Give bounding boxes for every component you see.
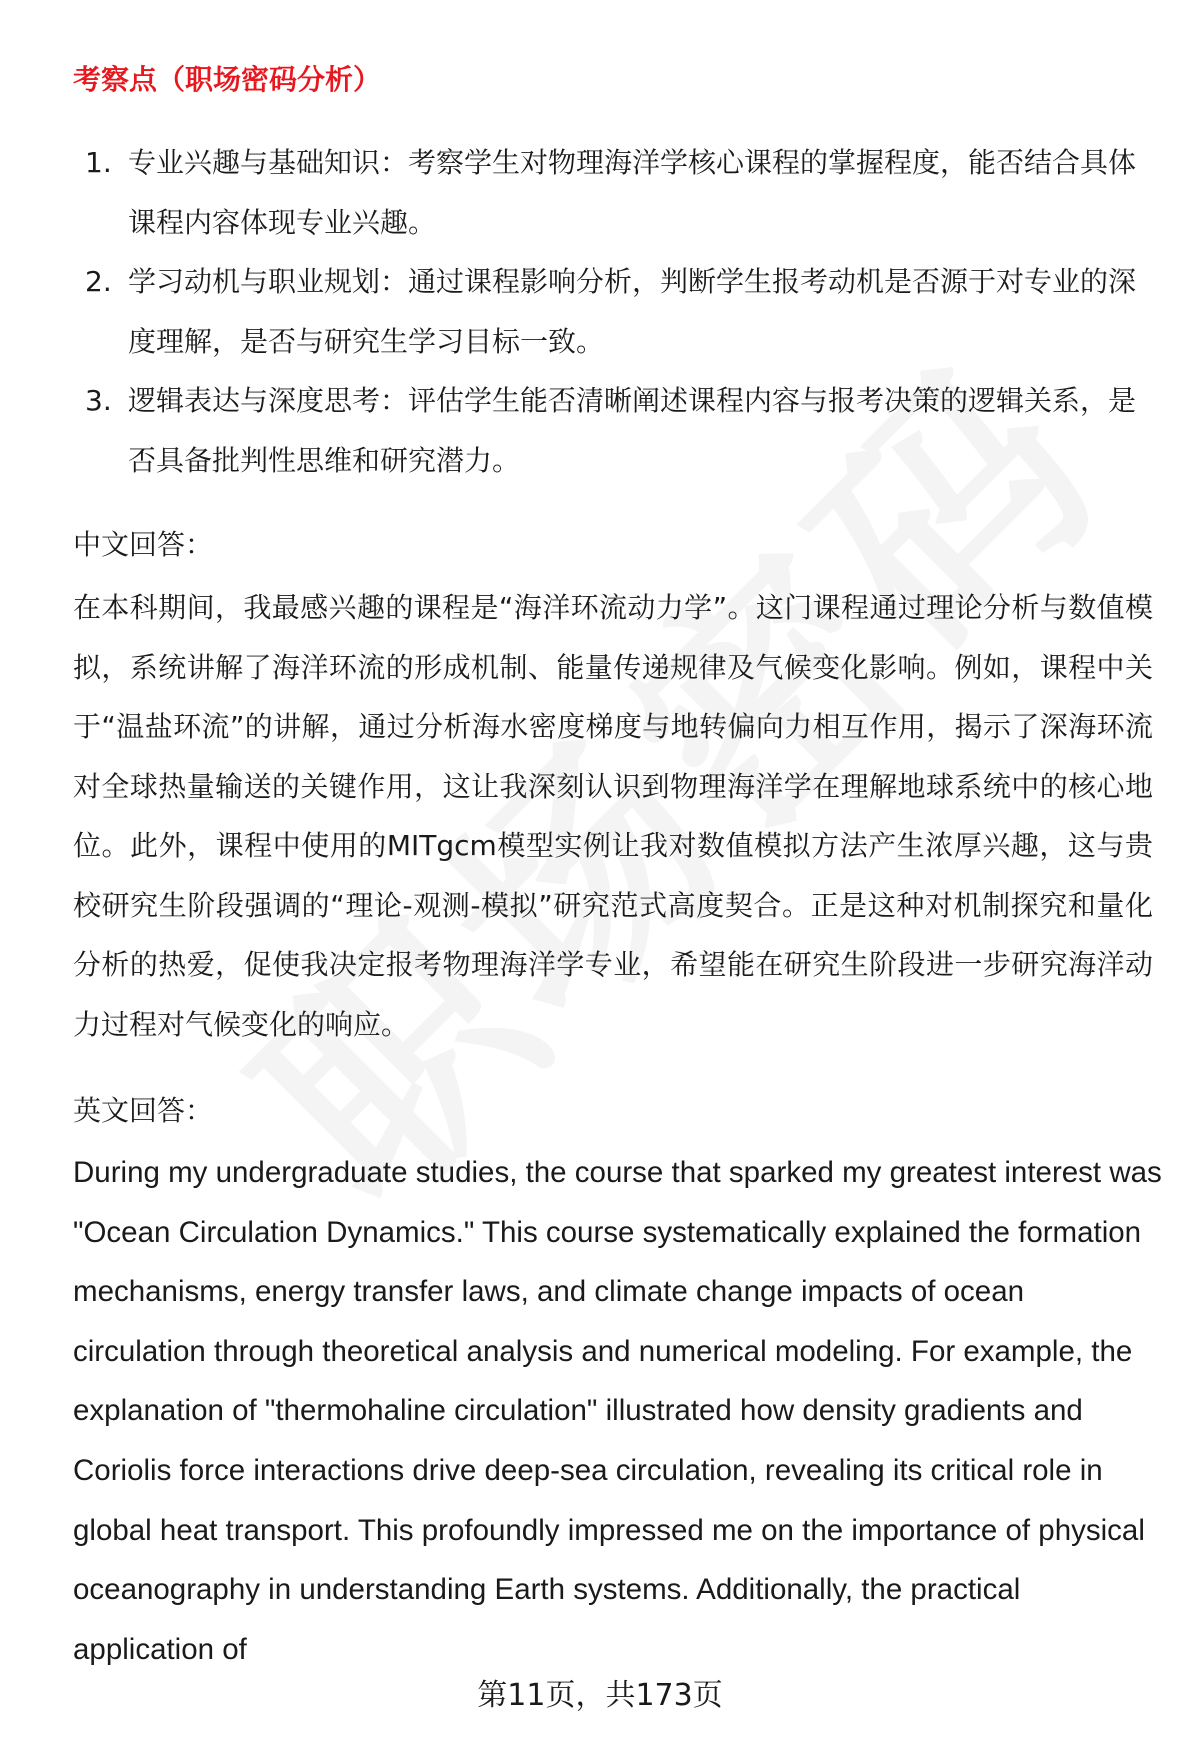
section-heading: 考察点（职场密码分析） (73, 63, 382, 96)
list-item (73, 133, 1153, 252)
page-number-footer: 第11页，共173页 (477, 1678, 723, 1713)
list-item (73, 252, 1153, 371)
list-item-text: 逻辑表达与深度思考：评估学生能否清晰阐述课程内容与报考决策的逻辑关系，是否具备批判性思维和研究潜力。 (128, 384, 1137, 477)
list-item-text: 专业兴趣与基础知识：考察学生对物理海洋学核心课程的掌握程度，能否结合具体课程内容体现专业兴趣。 (128, 146, 1137, 239)
assessment-points-list (73, 133, 1153, 490)
list-item (73, 371, 1153, 490)
list-number: 1. (85, 146, 112, 179)
english-answer-label: 英文回答： (73, 1094, 214, 1127)
english-answer-text: During my undergraduate studies, the course that sparked my greatest interest was "Ocean Circulation Dynamics." This course systematically explained the formation mechanisms, energy transfer laws, and climate change impacts of ocean circulation through theoretical analysis and numerical modeling. For example, the explanation of "thermohaline circulation" illustrated how density gradients and Coriolis force interactions drive deep-sea circulation, revealing its critical role in global heat transport. This profoundly impressed me on the importance of physical oceanography in understanding Earth systems. Additionally, the practical application of (73, 1156, 1162, 1666)
chinese-answer-text: 在本科期间，我最感兴趣的课程是“海洋环流动力学”。这门课程通过理论分析与数值模拟，系统讲解了海洋环流的形成机制、能量传递规律及气候变化影响。例如，课程中关于“温盐环流”的讲解，通过分析海水密度梯度与地转偏向力相互作用，揭示了深海环流对全球热量输送的关键作用，这让我深刻认识到物理海洋学在理解地球系统中的核心地位。此外，课程中使用的MITgcm模型实例让我对数值模拟方法产生浓厚兴趣，这与贵校研究生阶段强调的“理论-观测-模拟”研究范式高度契合。正是这种对机制探究和量化分析的热爱，促使我决定报考物理海洋学专业，希望能在研究生阶段进一步研究海洋动力过程对气候变化的响应。 (73, 591, 1153, 1041)
list-number: 2. (85, 265, 112, 298)
list-item-text: 学习动机与职业规划：通过课程影响分析，判断学生报考动机是否源于对专业的深度理解，是否与研究生学习目标一致。 (128, 265, 1137, 358)
list-number: 3. (85, 384, 112, 417)
chinese-answer-label: 中文回答： (73, 528, 214, 561)
